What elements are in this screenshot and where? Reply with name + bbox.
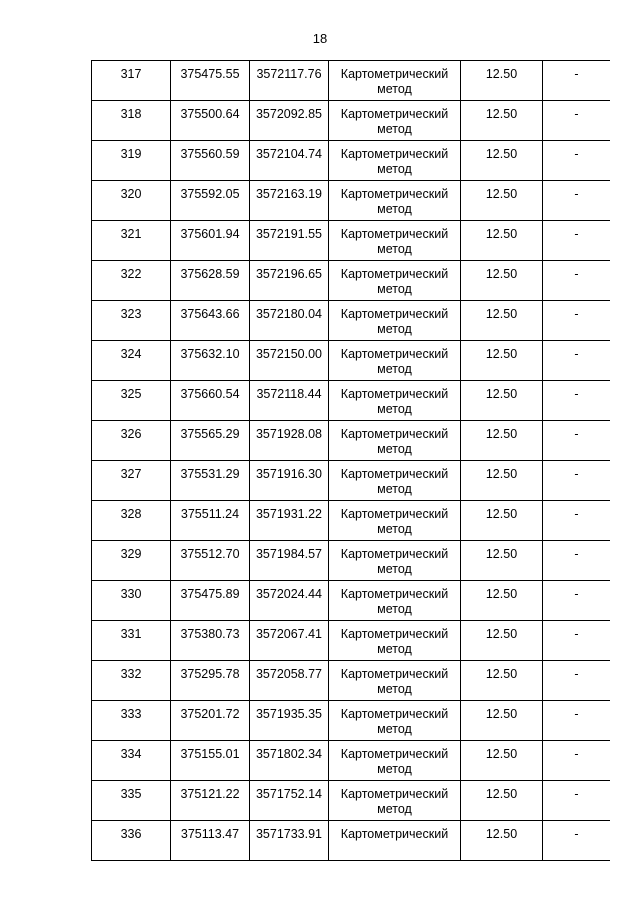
x-coordinate-cell-text: 375475.89 xyxy=(180,587,240,601)
point-number-cell xyxy=(92,621,171,661)
x-coordinate-cell-text: 375601.94 xyxy=(180,227,240,241)
y-coordinate-cell-text: 3571752.14 xyxy=(255,787,323,801)
point-number-cell-text: 317 xyxy=(120,67,142,81)
note-cell xyxy=(543,661,611,701)
x-coordinate-cell xyxy=(171,341,250,381)
coordinates-table-container xyxy=(91,60,610,870)
note-cell-text: - xyxy=(574,547,579,561)
point-number-cell-text: 330 xyxy=(120,587,142,601)
accuracy-cell xyxy=(461,141,543,181)
accuracy-cell-text: 12.50 xyxy=(485,227,518,241)
method-cell-text: Картометрический метод xyxy=(340,387,449,416)
x-coordinate-cell xyxy=(171,661,250,701)
point-number-cell-text: 331 xyxy=(120,627,142,641)
note-cell xyxy=(543,741,611,781)
x-coordinate-cell xyxy=(171,821,250,861)
note-cell xyxy=(543,141,611,181)
table-row xyxy=(92,341,611,381)
method-cell-text: Картометрический метод xyxy=(340,787,449,816)
method-cell-text: Картометрический метод xyxy=(340,627,449,656)
note-cell-text: - xyxy=(574,187,579,201)
x-coordinate-cell-text: 375660.54 xyxy=(180,387,240,401)
note-cell xyxy=(543,381,611,421)
x-coordinate-cell xyxy=(171,701,250,741)
x-coordinate-cell-text: 375632.10 xyxy=(180,347,240,361)
x-coordinate-cell xyxy=(171,501,250,541)
note-cell-text: - xyxy=(574,227,579,241)
method-cell xyxy=(329,421,461,461)
accuracy-cell xyxy=(461,301,543,341)
y-coordinate-cell-text: 3571928.08 xyxy=(255,427,323,441)
y-coordinate-cell xyxy=(250,741,329,781)
accuracy-cell xyxy=(461,821,543,861)
y-coordinate-cell-text: 3571931.22 xyxy=(255,507,323,521)
x-coordinate-cell-text: 375380.73 xyxy=(180,627,240,641)
point-number-cell xyxy=(92,581,171,621)
x-coordinate-cell-text: 375155.01 xyxy=(180,747,240,761)
method-cell xyxy=(329,781,461,821)
accuracy-cell xyxy=(461,461,543,501)
x-coordinate-cell xyxy=(171,461,250,501)
y-coordinate-cell-text: 3571733.91 xyxy=(255,827,323,841)
accuracy-cell xyxy=(461,501,543,541)
method-cell-text: Картометрический метод xyxy=(340,307,449,336)
point-number-cell xyxy=(92,821,171,861)
accuracy-cell xyxy=(461,581,543,621)
point-number-cell xyxy=(92,61,171,101)
method-cell xyxy=(329,821,461,861)
y-coordinate-cell-text: 3572163.19 xyxy=(255,187,323,201)
y-coordinate-cell xyxy=(250,621,329,661)
point-number-cell xyxy=(92,341,171,381)
y-coordinate-cell-text: 3572118.44 xyxy=(256,387,322,401)
point-number-cell xyxy=(92,261,171,301)
accuracy-cell xyxy=(461,781,543,821)
y-coordinate-cell-text: 3571935.35 xyxy=(255,707,323,721)
note-cell-text: - xyxy=(574,507,579,521)
x-coordinate-cell-text: 375113.47 xyxy=(180,827,240,841)
x-coordinate-cell xyxy=(171,141,250,181)
accuracy-cell xyxy=(461,101,543,141)
table-row xyxy=(92,221,611,261)
accuracy-cell-text: 12.50 xyxy=(485,667,518,681)
note-cell xyxy=(543,301,611,341)
y-coordinate-cell xyxy=(250,341,329,381)
method-cell xyxy=(329,261,461,301)
accuracy-cell-text: 12.50 xyxy=(485,787,518,801)
method-cell-text: Картометрический метод xyxy=(340,147,449,176)
point-number-cell xyxy=(92,661,171,701)
point-number-cell-text: 323 xyxy=(120,307,142,321)
point-number-cell-text: 324 xyxy=(120,347,142,361)
point-number-cell-text: 332 xyxy=(120,667,142,681)
note-cell-text: - xyxy=(574,467,579,481)
note-cell xyxy=(543,621,611,661)
y-coordinate-cell-text: 3572024.44 xyxy=(255,587,323,601)
table-row xyxy=(92,461,611,501)
x-coordinate-cell xyxy=(171,421,250,461)
note-cell xyxy=(543,181,611,221)
accuracy-cell xyxy=(461,181,543,221)
method-cell-text: Картометрический метод xyxy=(340,707,449,736)
x-coordinate-cell xyxy=(171,621,250,661)
accuracy-cell-text: 12.50 xyxy=(485,107,518,121)
method-cell-text: Картометрический метод xyxy=(340,467,449,496)
point-number-cell xyxy=(92,181,171,221)
y-coordinate-cell-text: 3572104.74 xyxy=(255,147,323,161)
method-cell xyxy=(329,621,461,661)
method-cell xyxy=(329,461,461,501)
point-number-cell-text: 335 xyxy=(120,787,142,801)
y-coordinate-cell xyxy=(250,581,329,621)
note-cell-text: - xyxy=(574,707,579,721)
accuracy-cell-text: 12.50 xyxy=(485,67,518,81)
method-cell xyxy=(329,661,461,701)
y-coordinate-cell-text: 3572196.65 xyxy=(255,267,323,281)
accuracy-cell xyxy=(461,661,543,701)
accuracy-cell xyxy=(461,341,543,381)
x-coordinate-cell xyxy=(171,301,250,341)
note-cell xyxy=(543,781,611,821)
method-cell xyxy=(329,741,461,781)
point-number-cell xyxy=(92,101,171,141)
point-number-cell xyxy=(92,501,171,541)
accuracy-cell xyxy=(461,381,543,421)
y-coordinate-cell xyxy=(250,501,329,541)
method-cell-text: Картометрический метод xyxy=(340,67,449,96)
y-coordinate-cell xyxy=(250,821,329,861)
x-coordinate-cell xyxy=(171,61,250,101)
y-coordinate-cell xyxy=(250,661,329,701)
method-cell-text: Картометрический метод xyxy=(340,267,449,296)
y-coordinate-cell-text: 3572092.85 xyxy=(255,107,323,121)
point-number-cell xyxy=(92,221,171,261)
accuracy-cell-text: 12.50 xyxy=(485,387,518,401)
x-coordinate-cell-text: 375511.24 xyxy=(180,507,240,521)
y-coordinate-cell-text: 3572150.00 xyxy=(255,347,323,361)
x-coordinate-cell-text: 375643.66 xyxy=(180,307,240,321)
accuracy-cell xyxy=(461,61,543,101)
y-coordinate-cell xyxy=(250,101,329,141)
method-cell xyxy=(329,541,461,581)
y-coordinate-cell xyxy=(250,541,329,581)
accuracy-cell-text: 12.50 xyxy=(485,547,518,561)
note-cell-text: - xyxy=(574,387,579,401)
accuracy-cell xyxy=(461,261,543,301)
x-coordinate-cell-text: 375121.22 xyxy=(180,787,240,801)
method-cell xyxy=(329,301,461,341)
table-row xyxy=(92,621,611,661)
y-coordinate-cell-text: 3571984.57 xyxy=(255,547,323,561)
x-coordinate-cell-text: 375500.64 xyxy=(180,107,240,121)
coordinates-table xyxy=(91,60,610,861)
table-row xyxy=(92,781,611,821)
note-cell xyxy=(543,261,611,301)
note-cell-text: - xyxy=(574,667,579,681)
accuracy-cell-text: 12.50 xyxy=(485,347,518,361)
x-coordinate-cell-text: 375295.78 xyxy=(180,667,240,681)
y-coordinate-cell xyxy=(250,301,329,341)
y-coordinate-cell xyxy=(250,701,329,741)
accuracy-cell-text: 12.50 xyxy=(485,747,518,761)
point-number-cell-text: 327 xyxy=(120,467,142,481)
note-cell xyxy=(543,61,611,101)
table-row xyxy=(92,261,611,301)
accuracy-cell xyxy=(461,221,543,261)
page-number: 18 xyxy=(312,31,328,46)
method-cell-text: Картометрический метод xyxy=(340,187,449,216)
point-number-cell-text: 326 xyxy=(120,427,142,441)
note-cell-text: - xyxy=(574,427,579,441)
accuracy-cell xyxy=(461,701,543,741)
y-coordinate-cell-text: 3572067.41 xyxy=(255,627,323,641)
accuracy-cell-text: 12.50 xyxy=(485,427,518,441)
point-number-cell xyxy=(92,421,171,461)
method-cell xyxy=(329,181,461,221)
y-coordinate-cell xyxy=(250,421,329,461)
table-row xyxy=(92,101,611,141)
coordinates-table-body xyxy=(92,61,611,861)
table-row xyxy=(92,541,611,581)
method-cell xyxy=(329,101,461,141)
point-number-cell xyxy=(92,541,171,581)
table-row xyxy=(92,701,611,741)
x-coordinate-cell xyxy=(171,221,250,261)
accuracy-cell-text: 12.50 xyxy=(485,587,518,601)
note-cell-text: - xyxy=(574,587,579,601)
note-cell-text: - xyxy=(574,107,579,121)
point-number-cell xyxy=(92,301,171,341)
method-cell xyxy=(329,341,461,381)
note-cell-text: - xyxy=(574,267,579,281)
x-coordinate-cell-text: 375201.72 xyxy=(180,707,240,721)
y-coordinate-cell xyxy=(250,61,329,101)
table-row xyxy=(92,141,611,181)
note-cell xyxy=(543,821,611,861)
table-row xyxy=(92,741,611,781)
y-coordinate-cell-text: 3571916.30 xyxy=(255,467,323,481)
note-cell-text: - xyxy=(574,347,579,361)
accuracy-cell-text: 12.50 xyxy=(485,827,518,841)
method-cell xyxy=(329,61,461,101)
x-coordinate-cell-text: 375560.59 xyxy=(180,147,240,161)
table-row xyxy=(92,301,611,341)
point-number-cell-text: 325 xyxy=(120,387,142,401)
point-number-cell-text: 320 xyxy=(120,187,142,201)
y-coordinate-cell xyxy=(250,221,329,261)
point-number-cell xyxy=(92,381,171,421)
table-row xyxy=(92,61,611,101)
x-coordinate-cell-text: 375475.55 xyxy=(180,67,240,81)
point-number-cell-text: 333 xyxy=(120,707,142,721)
y-coordinate-cell-text: 3572117.76 xyxy=(256,67,322,81)
accuracy-cell xyxy=(461,421,543,461)
x-coordinate-cell xyxy=(171,381,250,421)
note-cell xyxy=(543,541,611,581)
y-coordinate-cell xyxy=(250,461,329,501)
y-coordinate-cell xyxy=(250,261,329,301)
method-cell xyxy=(329,381,461,421)
accuracy-cell-text: 12.50 xyxy=(485,507,518,521)
note-cell xyxy=(543,341,611,381)
x-coordinate-cell-text: 375531.29 xyxy=(180,467,240,481)
point-number-cell-text: 329 xyxy=(120,547,142,561)
point-number-cell-text: 322 xyxy=(120,267,142,281)
method-cell xyxy=(329,221,461,261)
y-coordinate-cell-text: 3572058.77 xyxy=(255,667,323,681)
method-cell-text: Картометрический метод xyxy=(340,227,449,256)
note-cell-text: - xyxy=(574,827,579,841)
method-cell xyxy=(329,701,461,741)
accuracy-cell xyxy=(461,741,543,781)
method-cell xyxy=(329,501,461,541)
x-coordinate-cell xyxy=(171,541,250,581)
y-coordinate-cell xyxy=(250,141,329,181)
accuracy-cell-text: 12.50 xyxy=(485,187,518,201)
method-cell xyxy=(329,141,461,181)
table-row xyxy=(92,501,611,541)
table-row xyxy=(92,381,611,421)
y-coordinate-cell xyxy=(250,181,329,221)
point-number-cell xyxy=(92,701,171,741)
note-cell xyxy=(543,221,611,261)
x-coordinate-cell xyxy=(171,781,250,821)
x-coordinate-cell xyxy=(171,101,250,141)
x-coordinate-cell xyxy=(171,181,250,221)
point-number-cell-text: 334 xyxy=(120,747,142,761)
note-cell xyxy=(543,581,611,621)
x-coordinate-cell-text: 375565.29 xyxy=(180,427,240,441)
note-cell xyxy=(543,501,611,541)
accuracy-cell-text: 12.50 xyxy=(485,707,518,721)
x-coordinate-cell xyxy=(171,261,250,301)
method-cell-text: Картометрический метод xyxy=(340,547,449,576)
point-number-cell-text: 319 xyxy=(120,147,142,161)
accuracy-cell-text: 12.50 xyxy=(485,627,518,641)
point-number-cell-text: 318 xyxy=(120,107,142,121)
note-cell-text: - xyxy=(574,627,579,641)
table-row xyxy=(92,581,611,621)
method-cell-text: Картометрический метод xyxy=(340,107,449,136)
point-number-cell-text: 336 xyxy=(120,827,142,841)
note-cell xyxy=(543,701,611,741)
accuracy-cell-text: 12.50 xyxy=(485,467,518,481)
x-coordinate-cell-text: 375512.70 xyxy=(180,547,240,561)
point-number-cell xyxy=(92,781,171,821)
note-cell xyxy=(543,101,611,141)
note-cell xyxy=(543,461,611,501)
method-cell-text: Картометрический метод xyxy=(340,427,449,456)
y-coordinate-cell xyxy=(250,381,329,421)
note-cell-text: - xyxy=(574,307,579,321)
accuracy-cell-text: 12.50 xyxy=(485,267,518,281)
point-number-cell-text: 328 xyxy=(120,507,142,521)
method-cell-text: Картометрический метод xyxy=(340,347,449,376)
note-cell-text: - xyxy=(574,67,579,81)
accuracy-cell-text: 12.50 xyxy=(485,147,518,161)
method-cell-text: Картометрический метод xyxy=(340,507,449,536)
note-cell-text: - xyxy=(574,747,579,761)
point-number-cell-text: 321 xyxy=(120,227,142,241)
point-number-cell xyxy=(92,141,171,181)
method-cell xyxy=(329,581,461,621)
table-row xyxy=(92,421,611,461)
x-coordinate-cell xyxy=(171,581,250,621)
accuracy-cell xyxy=(461,621,543,661)
x-coordinate-cell-text: 375628.59 xyxy=(180,267,240,281)
note-cell-text: - xyxy=(574,787,579,801)
y-coordinate-cell-text: 3572191.55 xyxy=(255,227,323,241)
point-number-cell xyxy=(92,741,171,781)
accuracy-cell-text: 12.50 xyxy=(485,307,518,321)
table-row xyxy=(92,661,611,701)
x-coordinate-cell-text: 375592.05 xyxy=(180,187,240,201)
method-cell-text: Картометрический xyxy=(340,827,449,841)
table-row xyxy=(92,181,611,221)
y-coordinate-cell xyxy=(250,781,329,821)
accuracy-cell xyxy=(461,541,543,581)
x-coordinate-cell xyxy=(171,741,250,781)
note-cell-text: - xyxy=(574,147,579,161)
note-cell xyxy=(543,421,611,461)
method-cell-text: Картометрический метод xyxy=(340,587,449,616)
method-cell-text: Картометрический метод xyxy=(340,667,449,696)
y-coordinate-cell-text: 3572180.04 xyxy=(255,307,323,321)
method-cell-text: Картометрический метод xyxy=(340,747,449,776)
point-number-cell xyxy=(92,461,171,501)
table-row xyxy=(92,821,611,861)
y-coordinate-cell-text: 3571802.34 xyxy=(255,747,323,761)
